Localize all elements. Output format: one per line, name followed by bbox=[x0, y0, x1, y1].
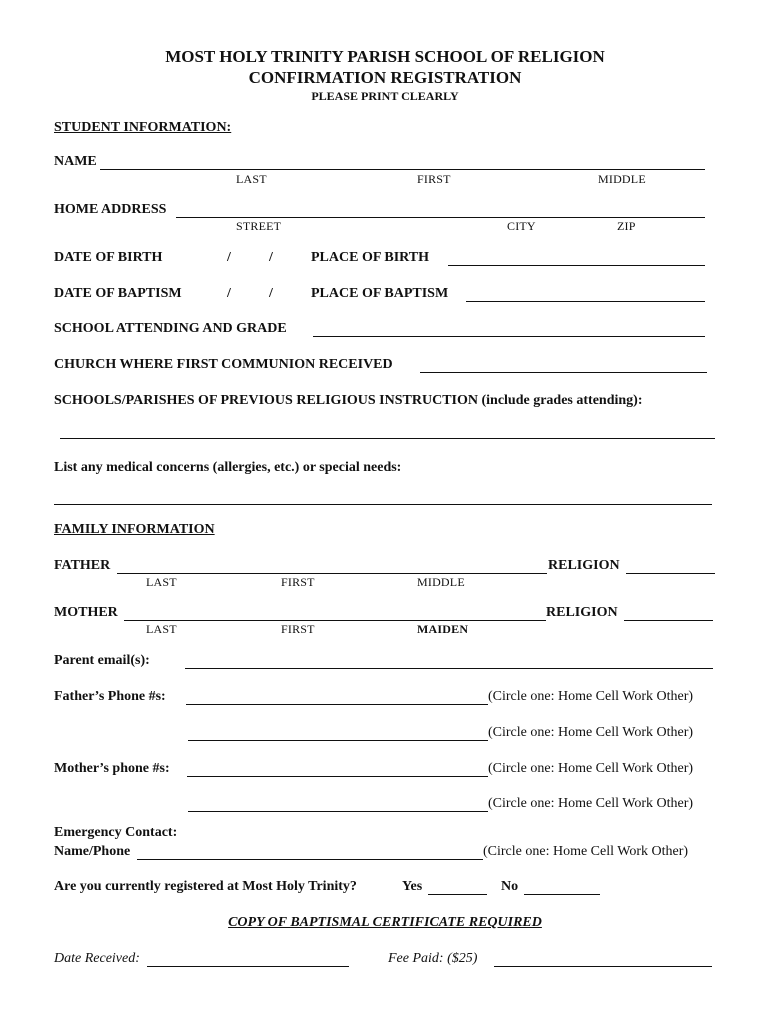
medical-concerns-label: List any medical concerns (allergies, etc.) or special needs: bbox=[54, 460, 402, 475]
mother-sub-last: LAST bbox=[146, 622, 177, 636]
emergency-contact-label: Emergency Contact: bbox=[54, 825, 178, 840]
circle-phone-type-note: (Circle one: Home Cell Work Other) bbox=[488, 689, 694, 704]
circle-phone-type-note: (Circle one: Home Cell Work Other) bbox=[488, 761, 694, 776]
father-phone-label: Father’s Phone #s: bbox=[54, 689, 166, 704]
no-field[interactable] bbox=[524, 894, 600, 895]
mother-religion-label: RELIGION bbox=[546, 605, 618, 620]
name-phone-label: Name/Phone bbox=[54, 844, 131, 859]
first-communion-label: CHURCH WHERE FIRST COMMUNION RECEIVED bbox=[54, 357, 393, 372]
place-of-baptism-label: PLACE OF BAPTISM bbox=[311, 286, 449, 301]
previous-instruction-field[interactable] bbox=[60, 438, 715, 439]
address-sub-city: CITY bbox=[507, 219, 536, 233]
home-address-label: HOME ADDRESS bbox=[54, 202, 167, 217]
mother-phone-field-2[interactable] bbox=[188, 811, 488, 812]
yes-field[interactable] bbox=[428, 894, 487, 895]
name-field[interactable] bbox=[100, 169, 705, 170]
father-sub-middle: MIDDLE bbox=[417, 575, 465, 589]
father-sub-last: LAST bbox=[146, 575, 177, 589]
date-separator: / bbox=[269, 286, 273, 301]
address-sub-street: STREET bbox=[236, 219, 282, 233]
place-of-birth-label: PLACE OF BIRTH bbox=[311, 250, 430, 265]
father-phone-field-2[interactable] bbox=[188, 740, 488, 741]
name-label: NAME bbox=[54, 154, 97, 169]
name-sub-last: LAST bbox=[236, 172, 267, 186]
first-communion-field[interactable] bbox=[420, 372, 707, 373]
mother-phone-field-1[interactable] bbox=[187, 776, 488, 777]
place-of-baptism-field[interactable] bbox=[466, 301, 705, 302]
name-sub-middle: MIDDLE bbox=[598, 172, 646, 186]
form-title: MOST HOLY TRINITY PARISH SCHOOL OF RELIGION bbox=[165, 47, 605, 66]
father-religion-label: RELIGION bbox=[548, 558, 620, 573]
mother-sub-maiden: MAIDEN bbox=[417, 622, 469, 636]
yes-label: Yes bbox=[402, 879, 423, 894]
date-received-label: Date Received: bbox=[54, 951, 140, 966]
registered-question: Are you currently registered at Most Holy Trinity? bbox=[54, 879, 357, 894]
baptismal-certificate-notice: COPY OF BAPTISMAL CERTIFICATE REQUIRED bbox=[228, 915, 542, 930]
name-sub-first: FIRST bbox=[417, 172, 451, 186]
date-separator: / bbox=[227, 250, 231, 265]
home-address-field[interactable] bbox=[176, 217, 705, 218]
address-sub-zip: ZIP bbox=[617, 219, 636, 233]
date-of-baptism-label: DATE OF BAPTISM bbox=[54, 286, 182, 301]
print-instruction: PLEASE PRINT CLEARLY bbox=[311, 89, 459, 103]
school-grade-field[interactable] bbox=[313, 336, 705, 337]
form-subtitle: CONFIRMATION REGISTRATION bbox=[248, 68, 522, 87]
date-received-field[interactable] bbox=[147, 966, 349, 967]
place-of-birth-field[interactable] bbox=[448, 265, 705, 266]
mother-label: MOTHER bbox=[54, 605, 118, 620]
school-grade-label: SCHOOL ATTENDING AND GRADE bbox=[54, 321, 287, 336]
mother-sub-first: FIRST bbox=[281, 622, 315, 636]
circle-phone-type-note: (Circle one: Home Cell Work Other) bbox=[488, 796, 694, 811]
family-info-heading: FAMILY INFORMATION bbox=[54, 522, 215, 537]
date-separator: / bbox=[269, 250, 273, 265]
date-separator: / bbox=[227, 286, 231, 301]
circle-phone-type-note: (Circle one: Home Cell Work Other) bbox=[488, 725, 694, 740]
father-religion-field[interactable] bbox=[626, 573, 715, 574]
fee-paid-field[interactable] bbox=[494, 966, 712, 967]
father-sub-first: FIRST bbox=[281, 575, 315, 589]
circle-phone-type-note: (Circle one: Home Cell Work Other) bbox=[483, 844, 689, 859]
date-of-birth-label: DATE OF BIRTH bbox=[54, 250, 163, 265]
mother-phone-label: Mother’s phone #s: bbox=[54, 761, 170, 776]
previous-instruction-label: SCHOOLS/PARISHES OF PREVIOUS RELIGIOUS INSTRUCTION (include grades attending): bbox=[54, 393, 643, 408]
father-name-field[interactable] bbox=[117, 573, 547, 574]
fee-paid-label: Fee Paid: ($25) bbox=[388, 951, 478, 966]
emergency-contact-field[interactable] bbox=[137, 859, 483, 860]
mother-religion-field[interactable] bbox=[624, 620, 713, 621]
parent-email-field[interactable] bbox=[185, 668, 713, 669]
no-label: No bbox=[501, 879, 519, 894]
medical-concerns-field[interactable] bbox=[54, 504, 712, 505]
mother-name-field[interactable] bbox=[124, 620, 546, 621]
student-info-heading: STUDENT INFORMATION: bbox=[54, 120, 232, 135]
father-label: FATHER bbox=[54, 558, 111, 573]
father-phone-field-1[interactable] bbox=[186, 704, 488, 705]
parent-email-label: Parent email(s): bbox=[54, 653, 150, 668]
